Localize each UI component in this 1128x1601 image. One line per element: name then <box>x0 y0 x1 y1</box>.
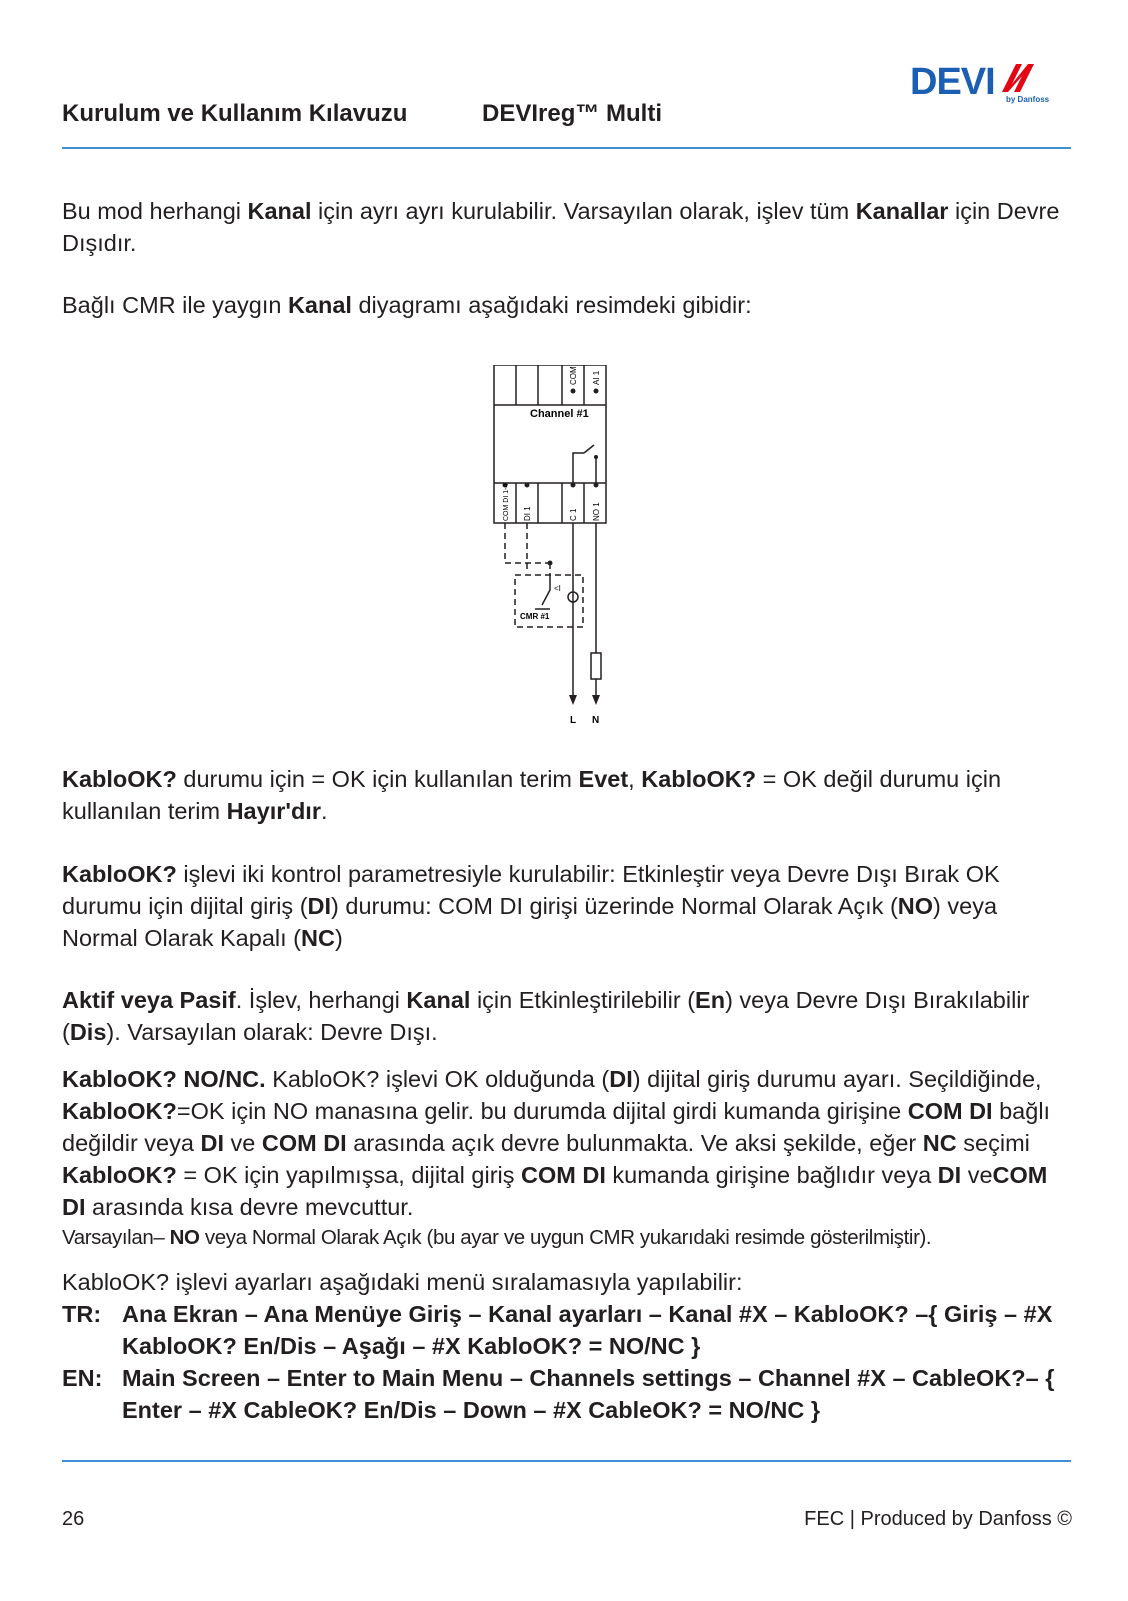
relay-contact <box>573 453 584 487</box>
logo-sub: by Danfoss <box>1006 95 1050 104</box>
paragraph-cableok-terms: KabloOK? durumu için = OK için kullanılan terim Evet, KabloOK? = OK değil durumu için kullanılan terim Hayır'dır. <box>62 766 1002 824</box>
paragraph-diagram-intro: Bağlı CMR ile yaygın Kanal diyagramı aşağıdaki resimdeki gibidir: <box>62 292 752 318</box>
n-arrow-icon <box>592 695 600 705</box>
menu-path-section <box>62 1266 1072 1426</box>
paragraph-cableok-params: KabloOK? işlevi iki kontrol parametresiyle kurulabilir: Etkinleştir veya Devre Dışı Bırak OK durumu için dijital giriş (DI) durumu: COM DI girişi üzerinde Normal Olarak Açık (NO) veya Normal Olarak Kapalı (NC) <box>62 861 1000 951</box>
product-name: DEVIreg™ Multi <box>482 100 663 127</box>
menu-path-tr-label: TR: <box>62 1301 102 1327</box>
menu-path-en-label: EN: <box>62 1365 103 1391</box>
footer-credit: FEC | Produced by Danfoss © <box>804 1508 1072 1530</box>
line-l-label: L <box>570 715 577 726</box>
logo-swoosh-icon <box>1002 64 1034 92</box>
terminal-c1: C 1 <box>569 508 578 521</box>
load-resistor <box>591 653 601 679</box>
line-n-label: N <box>592 715 600 726</box>
document-title: Kurulum ve Kullanım Kılavuzu <box>62 100 408 127</box>
terminal-ai1: AI 1 <box>592 370 601 385</box>
footer-rule <box>62 1460 1071 1462</box>
devi-logo <box>910 58 1070 104</box>
page-number: 26 <box>62 1508 85 1530</box>
paragraph-no-nc: KabloOK? NO/NC. KabloOK? işlevi OK olduğunda (DI) dijital giriş durumu ayarı. Seçildiğinde, KabloOK?=OK için NO manasına gelir. bu durumda dijital girdi kumanda girişine COM DI bağlı değildir veya DI ve COM DI arasında açık devre bulunmakta. Ve aksi şekilde, eğer NC seçimi KabloOK? = OK için yapılmışsa, dijital giriş COM DI kumanda girişine bağlıdır veya DI veCOM DI arasında kısa devre mevcuttur. <box>62 1066 1051 1220</box>
menu-path-en-text: Main Screen – Enter to Main Menu – Channels settings – Channel #X – CableOK?– { Enter – #X CableOK? En/Dis – Down – #X CableOK? = NO/NC } <box>122 1365 1055 1423</box>
paragraph-active-passive: Aktif veya Pasif. İşlev, herhangi Kanal için Etkinleştirilebilir (En) veya Devre Dışı Bırakılabilir (Dis). Varsayılan olarak: Devre Dışı. <box>62 987 1030 1045</box>
logo-wordmark: DEVI <box>910 61 995 103</box>
paragraph-mode-intro: Bu mod herhangi Kanal için ayrı ayrı kurulabilir. Varsayılan olarak, işlev tüm Kanallar için Devre Dışıdır. <box>62 198 1060 256</box>
terminal-com-di: COM DI 1-4 <box>503 483 510 521</box>
menu-path-intro: KabloOK? işlevi ayarları aşağıdaki menü sıralamasıyla yapılabilir: <box>62 1269 743 1295</box>
l-arrow-icon <box>569 695 577 705</box>
terminal-com-top: COM <box>569 366 578 385</box>
paragraph-default-note: Varsayılan– NO veya Normal Olarak Açık (bu ayar ve uygun CMR yukarıdaki resimde gösterilmiştir). <box>62 1226 932 1249</box>
menu-path-en <box>62 1362 1072 1426</box>
terminal-no1: NO 1 <box>592 502 601 521</box>
cmr-label: CMR #1 <box>520 612 550 621</box>
terminal-di1: DI 1 <box>523 506 532 521</box>
relay-module-box <box>494 365 606 523</box>
wiring-diagram <box>490 365 650 745</box>
menu-path-tr <box>62 1298 1072 1362</box>
channel-label: Channel #1 <box>530 408 589 420</box>
menu-path-tr-text: Ana Ekran – Ana Menüye Giriş – Kanal ayarları – Kanal #X – KabloOK? –{ Giriş – #X KabloOK? En/Dis – Aşağı – #X KabloOK? = NO/NC } <box>122 1301 1053 1359</box>
header-rule <box>62 147 1071 149</box>
cmr-symbol: <I <box>554 584 561 593</box>
